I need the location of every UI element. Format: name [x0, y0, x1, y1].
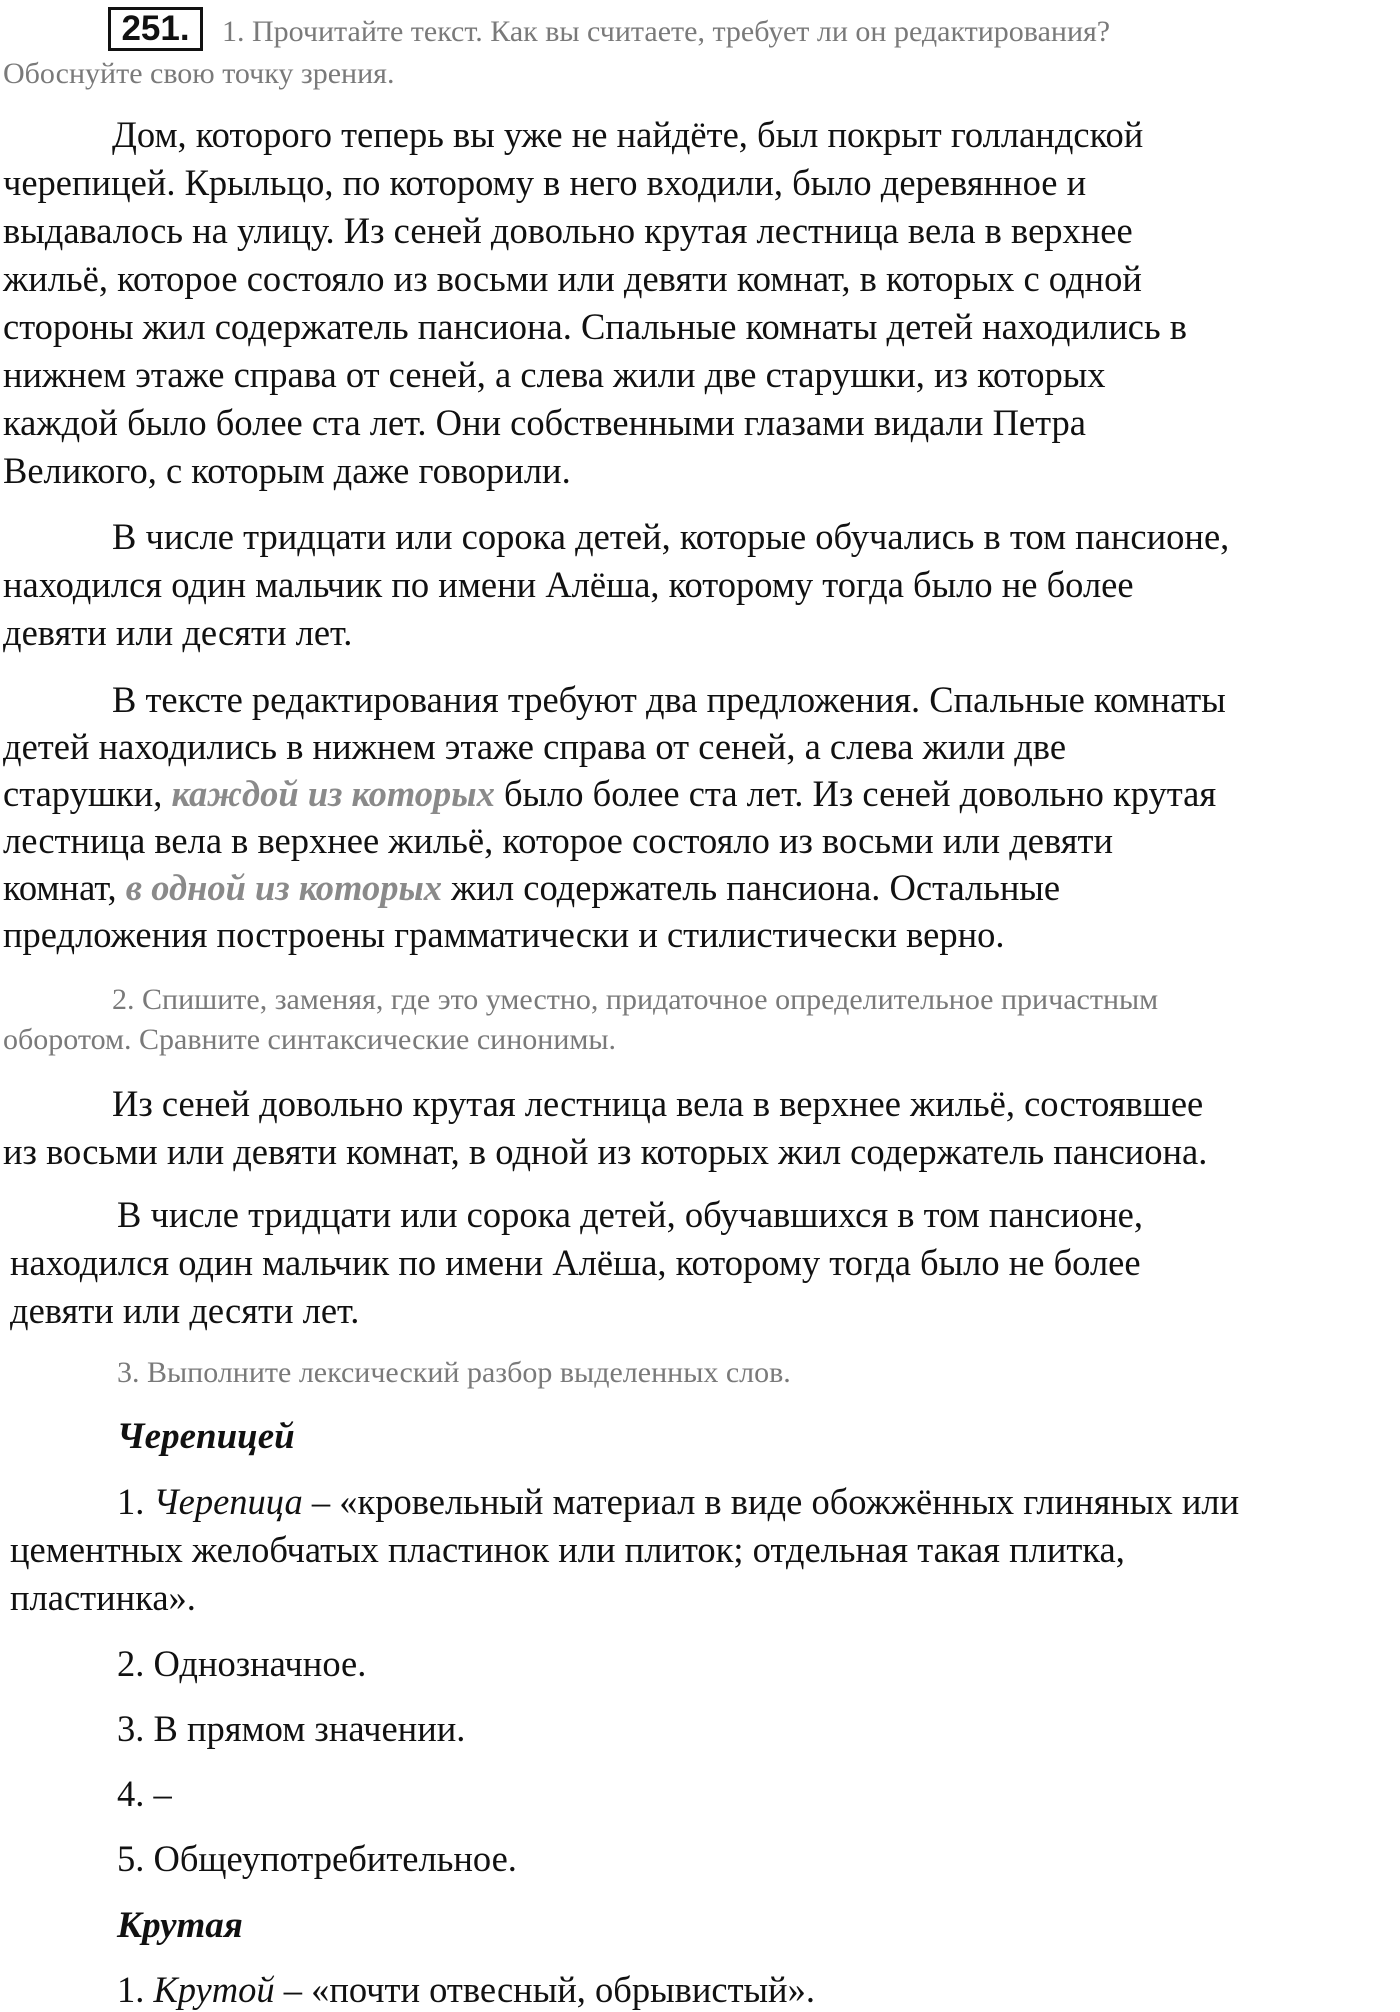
word1-item: 3. В прямом значении. — [117, 1708, 466, 1749]
answer1-line — [3, 773, 1217, 814]
answer1-text: было более ста лет. Из сеней довольно крутая — [494, 773, 1217, 814]
word2-heading: Крутая — [117, 1905, 243, 1946]
paragraph1-line: каждой было более ста лет. Они собственными глазами видали Петра — [3, 402, 1086, 443]
paragraph1-line: нижнем этаже справа от сеней, а слева жили две старушки, из которых — [3, 354, 1106, 395]
highlighted-phrase: каждой из которых — [171, 773, 495, 814]
word1-heading: Черепицей — [117, 1416, 295, 1457]
answer1-line: детей находились в нижнем этаже справа от сеней, а слева жили две — [3, 726, 1067, 767]
answer2-line: Из сеней довольно крутая лестница вела в верхнее жильё, состоявшее — [112, 1083, 1204, 1124]
highlighted-phrase: в одной из которых — [125, 867, 443, 908]
task2-line1: 2. Спишите, заменяя, где это уместно, придаточное определительное причастным — [112, 983, 1159, 1016]
paragraph2-line: находился один мальчик по имени Алёша, которому тогда было не более — [3, 564, 1134, 605]
word1-item: 5. Общеупотребительное. — [117, 1838, 517, 1879]
paragraph1-line: жильё, которое состояло из восьми или девяти комнат, в которых с одной — [3, 258, 1142, 299]
word1-item: 2. Однозначное. — [117, 1643, 367, 1684]
def-term: Черепица — [153, 1481, 303, 1522]
def-number: 1. — [117, 1481, 154, 1522]
task3-line: 3. Выполните лексический разбор выделенных слов. — [117, 1356, 791, 1389]
task1-line1: 1. Прочитайте текст. Как вы считаете, требует ли он редактирования? — [222, 15, 1111, 48]
answer2-line: из восьми или девяти комнат, в одной из которых жил содержатель пансиона. — [3, 1131, 1208, 1172]
paragraph1-line: Великого, с которым даже говорили. — [3, 450, 571, 491]
paragraph1-line: выдавалось на улицу. Из сеней довольно крутая лестница вела в верхнее — [3, 210, 1133, 251]
word1-definition-line — [117, 1481, 1240, 1522]
word1-definition-line: пластинка». — [10, 1577, 196, 1618]
paragraph1-line: черепицей. Крыльцо, по которому в него входили, было деревянное и — [3, 162, 1087, 203]
paragraph1-line: стороны жил содержатель пансиона. Спальные комнаты детей находились в — [3, 306, 1187, 347]
answer1-text: жил содержатель пансиона. Остальные — [442, 867, 1061, 908]
answer2-line: девяти или десяти лет. — [10, 1290, 360, 1331]
answer1-line: предложения построены грамматически и стилистически верно. — [3, 914, 1005, 955]
def-text: – «кровельный материал в виде обожжённых глиняных или — [302, 1481, 1240, 1522]
task1-line2: Обоснуйте свою точку зрения. — [3, 57, 395, 90]
answer2-line: находился один мальчик по имени Алёша, которому тогда было не более — [10, 1242, 1141, 1283]
answer1-line: лестница вела в верхнее жильё, которое состояло из восьми или девяти — [3, 820, 1113, 861]
task2-line2: оборотом. Сравните синтаксические синонимы. — [3, 1023, 617, 1056]
paragraph1-line: Дом, которого теперь вы уже не найдёте, был покрыт голландской — [112, 114, 1144, 155]
answer2-line: В числе тридцати или сорока детей, обучавшихся в том пансионе, — [117, 1194, 1143, 1235]
word1-item: 4. – — [117, 1773, 172, 1814]
answer1-text: старушки, — [3, 773, 172, 814]
answer1-line: В тексте редактирования требуют два предложения. Спальные комнаты — [112, 679, 1226, 720]
def-term: Крутой — [153, 1969, 275, 2010]
paragraph2-line: девяти или десяти лет. — [3, 612, 353, 653]
answer1-line — [3, 867, 1061, 908]
def-text: – «почти отвесный, обрывистый». — [274, 1969, 815, 2010]
paragraph2-line: В числе тридцати или сорока детей, которые обучались в том пансионе, — [112, 516, 1230, 557]
word2-definition-line — [117, 1969, 815, 2010]
answer1-text: комнат, — [3, 867, 126, 908]
def-number: 1. — [117, 1969, 154, 2010]
exercise-number: 251. — [108, 7, 203, 51]
word1-definition-line: цементных желобчатых пластинок или плиток; отдельная такая плитка, — [10, 1529, 1125, 1570]
